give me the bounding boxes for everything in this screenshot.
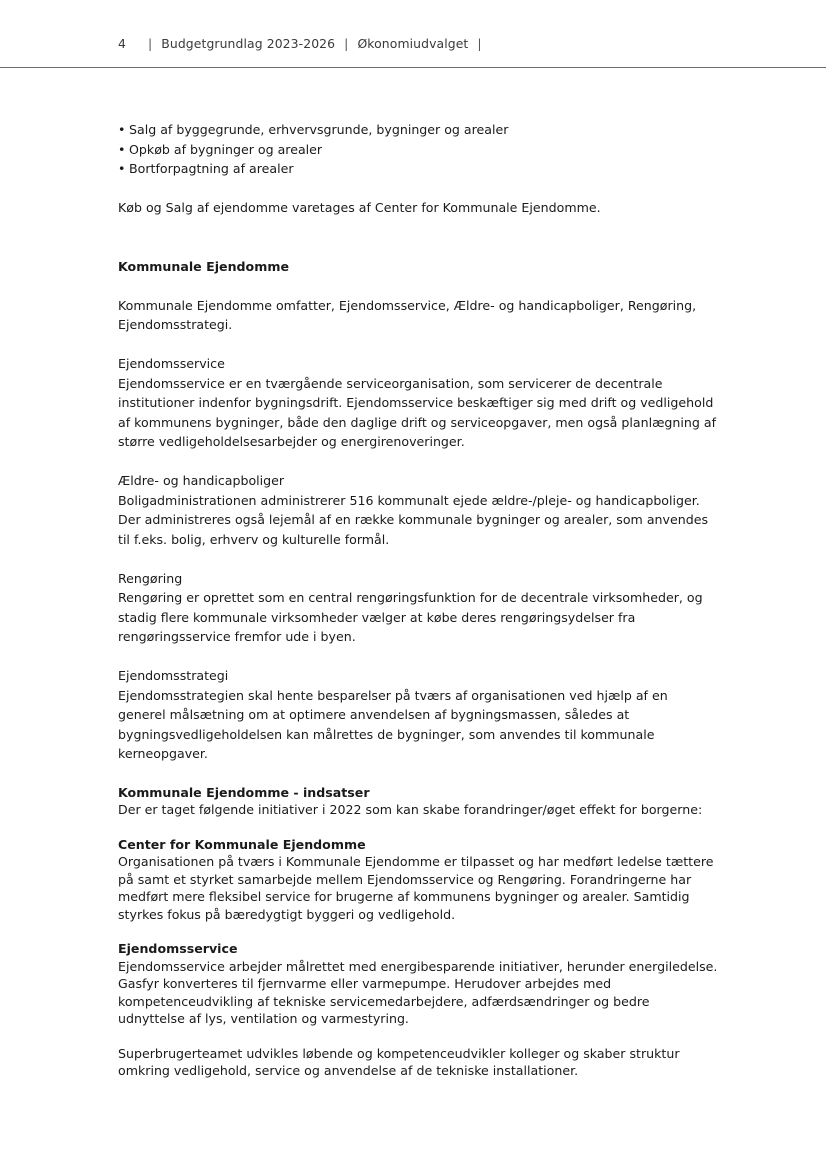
header-divider: |: [344, 36, 349, 51]
header-divider: |: [477, 36, 482, 51]
subsection-title-ejendomsservice: Ejendomsservice: [118, 356, 225, 371]
superbruger-paragraph: Superbrugerteamet udvikles løbende og kompetenceudvikler kolleger og skaber struktur omkring vedligehold, service og anvendelse af de tekniske installationer.: [118, 1045, 680, 1078]
indsatser-block: [118, 784, 718, 1080]
list-item: • Salg af byggegrunde, erhvervsgrunde, bygninger og arealer: [118, 120, 718, 140]
bullet-list: [118, 120, 718, 179]
ejendomsstrategi-paragraph: Ejendomsstrategien skal hente besparelser på tværs af organisationen ved hjælp af en generel målsætning om at optimere anvendelsen af bygningsmassen, således at bygningsvedligeholdelsen kan målrettes de bygninger, som anvendes til kommunale kerneopgaver.: [118, 687, 668, 761]
subsection-title-rengoering: Rengøring: [118, 570, 183, 586]
intro-paragraph: Køb og Salg af ejendomme varetages af Center for Kommunale Ejendomme.: [118, 200, 601, 215]
header-row: [118, 36, 491, 51]
list-item: • Bortforpagtning af arealer: [118, 159, 718, 179]
section-heading-indsatser: Kommunale Ejendomme - indsatser: [118, 784, 370, 800]
aeldre-paragraph: Boligadministrationen administrerer 516 kommunalt ejede ældre-/pleje- og handicapboliger. Der administreres også lejemål af en række kommunale bygninger og arealer, som anvendes til f.eks. bolig, erhverv og kulturelle formål.: [118, 492, 709, 547]
ejendomsservice-indsats-paragraph: Ejendomsservice arbejder målrettet med energibesparende initiativer, herunder energiledelse. Gasfyr konverteres til fjernvarme eller varmepumpe. Herudover arbejdes med kompetenceudvikling af tekniske servicemedarbejdere, adfærdsændringer og bedre udnyttelse af lys, ventilation og varmestyring.: [118, 958, 718, 1026]
rengoering-paragraph: Rengøring er oprettet som en central rengøringsfunktion for de decentrale virksomheder, og stadig flere kommunale virksomheder vælger at købe deres rengøringsydelser fra rengøringsservice fremfor ude i byen.: [118, 590, 703, 644]
document-title: Budgetgrundlag 2023-2026: [161, 36, 336, 51]
kommunale-paragraph: Kommunale Ejendomme omfatter, Ejendomsservice, Ældre- og handicapboliger, Rengøring, Ejendomsstrategi.: [118, 297, 697, 332]
center-paragraph: Organisationen på tværs i Kommunale Ejendomme er tilpasset og har medført ledelse tættere på samt et styrket samarbejde mellem Ejendomsservice og Rengøring. Forandringerne har medført mere fleksibel service for brugerne af kommunens bygninger og arealer. Samtidig styrkes fokus på bæredygtigt byggeri og vedligehold.: [118, 854, 714, 922]
page-body: [118, 120, 718, 1080]
subsection-title-aeldre: Ældre- og handicapboliger: [118, 473, 285, 488]
indsatser-intro: Der er taget følgende initiativer i 2022 som kan skabe forandringer/øget effekt for borgerne:: [118, 802, 703, 817]
section-heading-ejendomsservice-indsats: Ejendomsservice: [118, 941, 238, 956]
section-name: Økonomiudvalget: [357, 36, 469, 51]
section-heading-kommunale: Kommunale Ejendomme: [118, 258, 289, 274]
page-header: [0, 0, 826, 68]
page-number: 4: [118, 36, 126, 51]
header-divider: |: [148, 36, 153, 51]
list-item: • Opkøb af bygninger og arealer: [118, 140, 718, 160]
ejendomsservice-paragraph: Ejendomsservice er en tværgående serviceorganisation, som servicerer de decentrale institutioner indenfor bygningsdrift. Ejendomsservice beskæftiger sig med drift og vedligehold af kommunens bygninger, både den daglige drift og serviceopgaver, men også planlægning af større vedligeholdelsesarbejder og energirenoveringer.: [118, 375, 717, 449]
subsection-title-ejendomsstrategi: Ejendomsstrategi: [118, 668, 229, 683]
section-heading-center: Center for Kommunale Ejendomme: [118, 836, 366, 852]
